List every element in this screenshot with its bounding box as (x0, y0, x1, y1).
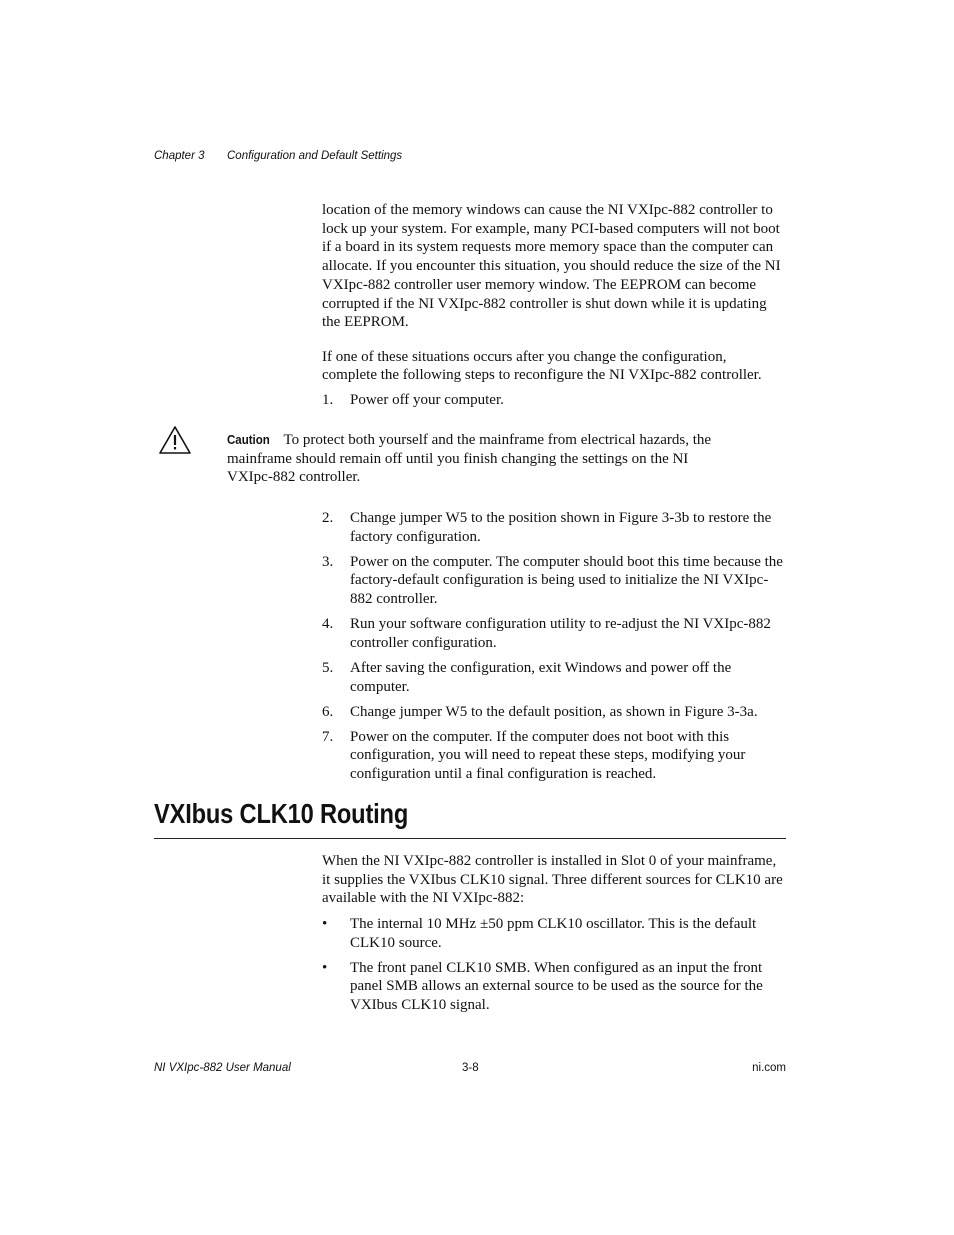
step-text: Change jumper W5 to the default position, as shown in Figure 3-3a. (350, 703, 758, 720)
chapter-title: Configuration and Default Settings (227, 150, 403, 162)
step-text: Change jumper W5 to the position shown in Figure 3-3b to restore the factory configuration. (350, 510, 772, 545)
bullet-text: The internal 10 MHz ±50 ppm CLK10 oscillator. This is the default CLK10 source. (350, 916, 757, 951)
step-text: Power on the computer. If the computer does not boot with this configuration, you will need to repeat these steps, modifying your configuration until a final configuration is reached. (350, 728, 746, 782)
bullet-mark: • (322, 959, 328, 976)
page-number: 3-8 (462, 1062, 479, 1074)
website-link[interactable]: ni.com (752, 1062, 786, 1074)
intro-text (322, 201, 784, 385)
caution-note (227, 431, 717, 487)
heading-rule (154, 838, 786, 839)
intro-paragraph-2: If one of these situations occurs after you change the configuration, complete the following steps to reconfigure the NI VXIpc-882 controller. (322, 348, 762, 384)
list-item (322, 391, 784, 410)
bullet-list (322, 915, 784, 1021)
list-item (322, 959, 784, 1015)
running-header (154, 150, 402, 162)
step-number: 7. (322, 728, 334, 745)
warning-triangle-icon (158, 425, 192, 455)
intro-paragraph-1: location of the memory windows can cause the NI VXIpc-882 controller to lock up your system. For example, many PCI-based computers will not boot if a board in its system requests more memory space than the computer can allocate. If you encounter this situation, you should reduce the size of the NI VXIpc-882 controller user memory window. The EEPROM can become corrupted if the NI VXIpc-882 controller is shut down while it is updating the EEPROM. (322, 202, 781, 331)
list-item (322, 659, 784, 696)
step-number: 6. (322, 703, 334, 720)
caution-text: To protect both yourself and the mainframe from electrical hazards, the mainframe should remain off until you finish changing the settings on the NI VXIpc-882 controller. (227, 432, 712, 486)
step-number: 2. (322, 510, 334, 526)
step-number: 1. (322, 392, 334, 408)
section-body (322, 852, 784, 908)
section-paragraph: When the NI VXIpc-882 controller is installed in Slot 0 of your mainframe, it supplies the VXIbus CLK10 signal. Three different sources for CLK10 are available with the NI VXIpc-882: (322, 853, 783, 907)
list-item (322, 509, 784, 546)
caution-label: Caution (227, 433, 270, 447)
step-number: 3. (322, 553, 334, 570)
step-text: Power on the computer. The computer should boot this time because the factory-default configuration is being used to initialize the NI VXIpc-882 controller. (350, 553, 783, 608)
steps-list-rest (322, 509, 784, 790)
step-text: Run your software configuration utility to re-adjust the NI VXIpc-882 controller configuration. (350, 616, 771, 651)
bullet-text: The front panel CLK10 SMB. When configured as an input the front panel SMB allows an external source to be used as the source for the VXIbus CLK10 signal. (350, 959, 763, 1014)
list-item (322, 703, 784, 722)
list-item (322, 728, 784, 784)
step-number: 4. (322, 616, 334, 633)
section-heading: VXIbus CLK10 Routing (154, 798, 409, 829)
chapter-label: Chapter 3 (154, 150, 205, 162)
step-text: After saving the configuration, exit Windows and power off the computer. (350, 659, 732, 695)
manual-title: NI VXIpc-882 User Manual (154, 1062, 291, 1074)
steps-list-first (322, 391, 784, 416)
list-item (322, 615, 784, 652)
list-item (322, 553, 784, 609)
list-item (322, 915, 784, 952)
bullet-mark: • (322, 916, 328, 932)
step-text: Power off your computer. (350, 392, 504, 408)
step-number: 5. (322, 659, 334, 676)
